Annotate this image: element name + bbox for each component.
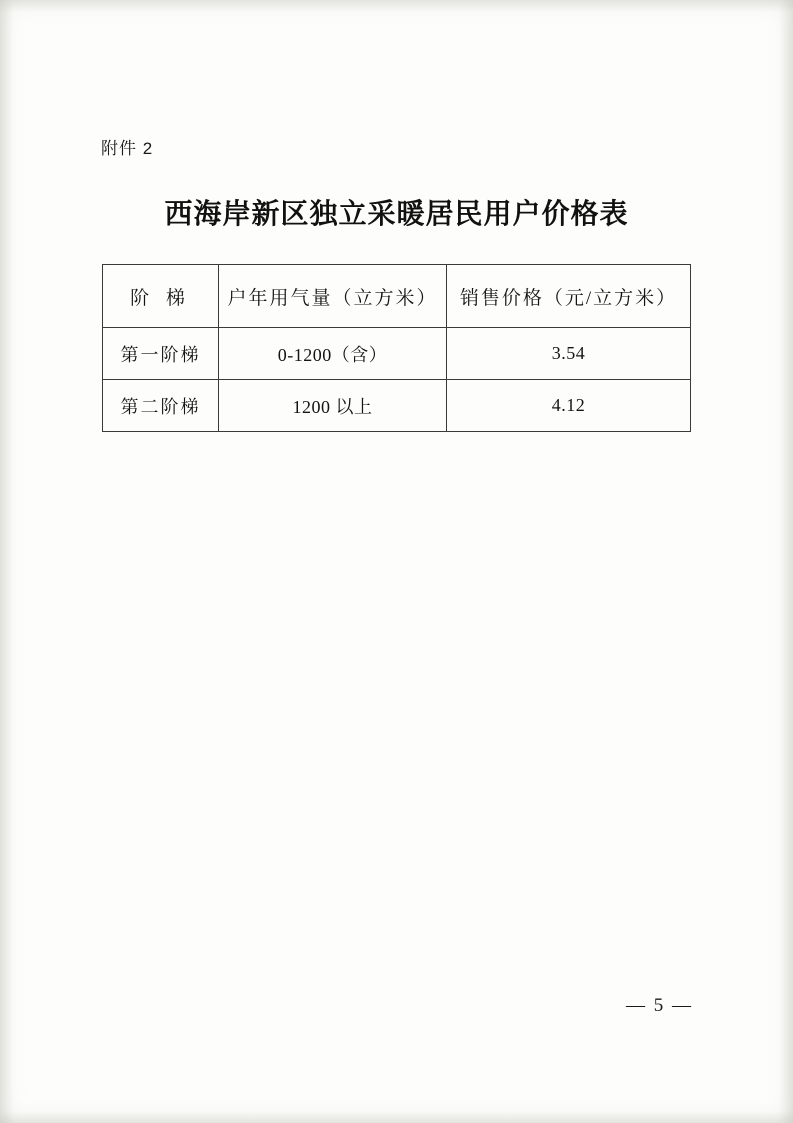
table-header-price: 销售价格（元/立方米） — [447, 265, 691, 328]
table-header-usage: 户年用气量（立方米） — [219, 265, 447, 328]
attachment-label: 附件 2 — [101, 139, 154, 158]
table-header-tier: 阶 梯 — [103, 265, 219, 328]
page-edge-shadow-left — [0, 0, 14, 1123]
price-table — [102, 264, 691, 432]
page-edge-shadow-bottom — [0, 1111, 793, 1123]
cell-tier: 第二阶梯 — [103, 380, 219, 432]
page-edge-shadow-right — [779, 0, 793, 1123]
cell-price: 3.54 — [447, 328, 691, 380]
table-row — [103, 380, 691, 432]
page-number: — 5 — — [626, 995, 693, 1016]
page-edge-shadow-top — [0, 0, 793, 12]
cell-usage: 1200 以上 — [219, 380, 447, 432]
cell-usage: 0-1200（含） — [219, 328, 447, 380]
page-title: 西海岸新区独立采暖居民用户价格表 — [164, 199, 629, 230]
table-row — [103, 328, 691, 380]
table-header-row — [103, 265, 691, 328]
cell-tier: 第一阶梯 — [103, 328, 219, 380]
cell-price: 4.12 — [447, 380, 691, 432]
